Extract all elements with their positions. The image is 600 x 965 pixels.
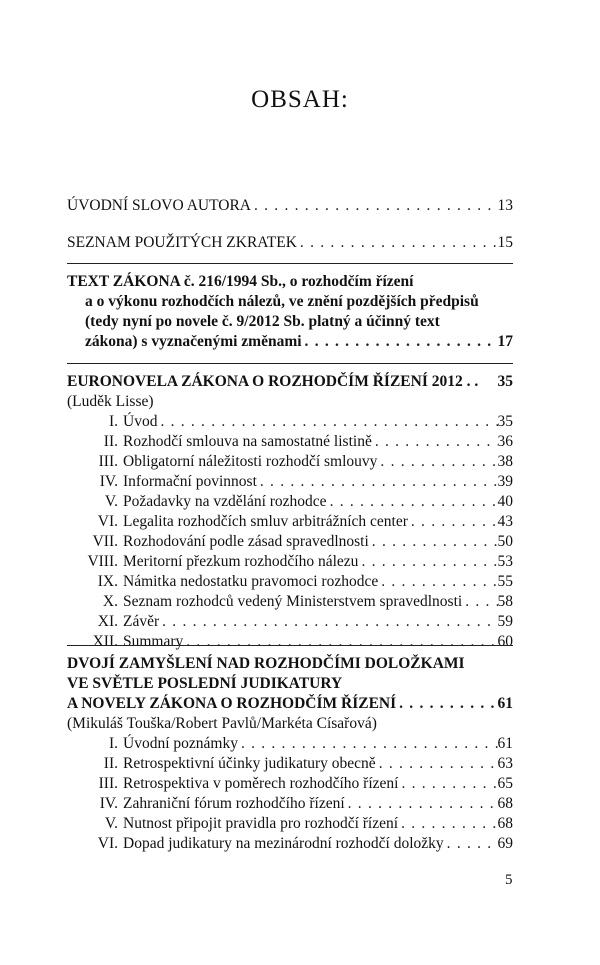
- entry-page: 61: [497, 695, 513, 712]
- subentry-number: IV.: [99, 473, 118, 490]
- toc-subentry[interactable]: [67, 452, 513, 472]
- page-title: OBSAH:: [251, 86, 349, 113]
- subentry-number: I.: [108, 413, 118, 430]
- toc-subentry[interactable]: [67, 512, 513, 532]
- toc-subentry[interactable]: [67, 492, 513, 512]
- subentry-label: Legalita rozhodčích smluv arbitrážních center: [123, 513, 408, 530]
- leader-dots: [396, 694, 497, 714]
- subentry-page: 58: [497, 593, 513, 610]
- section-divider: [67, 363, 513, 364]
- subentry-label: Informační povinnost: [123, 473, 257, 490]
- entry-label: A NOVELY ZÁKONA O ROZHODČÍM ŘÍZENÍ: [67, 695, 397, 712]
- subentry-label: Úvodní poznámky: [123, 735, 238, 752]
- subentry-number: XI.: [97, 613, 118, 630]
- subentry-number: V.: [104, 493, 118, 510]
- leader-dots: [369, 532, 498, 552]
- subentry-label: Závěr: [123, 613, 160, 630]
- toc-subentry[interactable]: [67, 532, 513, 552]
- subentry-number: V.: [104, 815, 118, 832]
- leader-dots: [377, 452, 497, 472]
- leader-dots: [238, 734, 498, 754]
- toc-subentry[interactable]: [67, 794, 513, 814]
- subentry-number: VI.: [97, 835, 118, 852]
- entry-page: 15: [497, 234, 513, 251]
- toc-entry-text-zakona[interactable]: [85, 332, 513, 352]
- toc-entry-seznam[interactable]: [67, 233, 513, 253]
- leader-dots: [159, 612, 497, 632]
- leader-dots: [327, 492, 498, 512]
- leader-dots: [376, 754, 498, 774]
- subentry-page: 59: [497, 613, 513, 630]
- subentry-number: III.: [98, 775, 118, 792]
- entry-text-zakona-line1: TEXT ZÁKONA č. 216/1994 Sb., o rozhodčím řízení: [67, 273, 414, 290]
- subentry-number: II.: [103, 755, 118, 772]
- leader-dots: [408, 512, 498, 532]
- entry-dvoji-line2: VE SVĚTLE POSLEDNÍ JUDIKATURY: [67, 675, 343, 692]
- subentry-label: Úvod: [123, 413, 158, 430]
- leader-dots: [444, 834, 498, 854]
- subentry-page: 68: [497, 815, 513, 832]
- toc-subentry[interactable]: [67, 814, 513, 834]
- page-number: 5: [505, 872, 513, 888]
- leader-dots: [462, 592, 497, 612]
- subentry-number: VII.: [92, 533, 118, 550]
- toc-subentry[interactable]: [67, 632, 513, 652]
- toc-subentry[interactable]: [67, 734, 513, 754]
- subentry-page: 38: [497, 453, 513, 470]
- subentry-label: Obligatorní náležitosti rozhodčí smlouvy: [123, 453, 378, 470]
- subentry-label: Retrospektivní účinky judikatury obecně: [123, 755, 376, 772]
- toc-subentry[interactable]: [67, 432, 513, 452]
- subentry-number: IV.: [99, 795, 118, 812]
- subentry-label: Seznam rozhodců vedený Ministerstvem spravedlnosti: [123, 593, 463, 610]
- subentry-label: Retrospektiva v poměrech rozhodčího řízení: [123, 775, 399, 792]
- leader-dots: [183, 632, 497, 652]
- leader-dots: [251, 196, 498, 216]
- entry-label: zákona) s vyznačenými změnami: [85, 333, 302, 350]
- subentry-number: IX.: [97, 573, 118, 590]
- toc-subentry[interactable]: [67, 572, 513, 592]
- subentry-page: 63: [497, 755, 513, 772]
- section-author: (Mikuláš Touška/Robert Pavlů/Markéta Císařová): [67, 715, 377, 732]
- entry-page: 17: [497, 333, 513, 350]
- subentry-page: 39: [497, 473, 513, 490]
- leader-dots: [297, 233, 498, 253]
- entry-text-zakona-line2: a o výkonu rozhodčích nálezů, ve znění pozdějších předpisů: [85, 293, 479, 310]
- subentry-page: 61: [497, 735, 513, 752]
- subentry-label: Dopad judikatury na mezinárodní rozhodčí doložky: [123, 835, 444, 852]
- entry-label: ÚVODNÍ SLOVO AUTORA: [67, 197, 251, 214]
- toc-entry-dvoji[interactable]: [67, 694, 513, 714]
- toc-subentry[interactable]: [67, 774, 513, 794]
- subentry-label: Zahraniční fórum rozhodčího řízení: [123, 795, 345, 812]
- subentry-label: Rozhodování podle zásad spravedlnosti: [123, 533, 369, 550]
- leader-dots: [378, 572, 497, 592]
- section-divider: [67, 263, 513, 264]
- subentry-number: X.: [102, 593, 118, 610]
- subentry-number: VI.: [97, 513, 118, 530]
- subentry-number: I.: [108, 735, 118, 752]
- toc-subentry[interactable]: [67, 552, 513, 572]
- subentry-number: II.: [103, 433, 118, 450]
- leader-dots: [398, 774, 497, 794]
- toc-subentry[interactable]: [67, 834, 513, 854]
- leader-dots: [257, 472, 498, 492]
- subentry-page: 65: [497, 775, 513, 792]
- subentry-page: 55: [497, 573, 513, 590]
- toc-subentry[interactable]: [67, 412, 513, 432]
- entry-dvoji-line1: DVOJÍ ZAMYŠLENÍ NAD ROZHODČÍMI DOLOŽKAMI: [67, 655, 465, 672]
- toc-subentry[interactable]: [67, 472, 513, 492]
- entry-page: 35: [497, 373, 513, 390]
- subentry-page: 53: [497, 553, 513, 570]
- subentry-label: Meritorní přezkum rozhodčího nálezu: [123, 553, 359, 570]
- subentry-label: Požadavky na vzdělání rozhodce: [123, 493, 327, 510]
- leader-dots: [358, 552, 497, 572]
- entry-page: 13: [497, 197, 513, 214]
- subentry-page: 35: [497, 413, 513, 430]
- subentry-number: XII.: [92, 633, 118, 650]
- leader-dots: [372, 432, 498, 452]
- subentry-label: Summary: [123, 633, 184, 650]
- toc-entry-uvodni[interactable]: [67, 196, 513, 216]
- leader-dots: [345, 794, 498, 814]
- toc-subentry[interactable]: [67, 612, 513, 632]
- toc-subentry[interactable]: [67, 754, 513, 774]
- entry-text-zakona-line3: (tedy nyní po novele č. 9/2012 Sb. platný a účinný text: [85, 313, 440, 330]
- toc-entry-euronovela[interactable]: [67, 372, 513, 392]
- toc-subentry[interactable]: [67, 592, 513, 612]
- entry-label: EURONOVELA ZÁKONA O ROZHODČÍM ŘÍZENÍ 2012 . .: [67, 373, 479, 390]
- subentry-number: VIII.: [87, 553, 118, 570]
- subentry-page: 36: [497, 433, 513, 450]
- leader-dots: [398, 814, 497, 834]
- subentry-page: 68: [497, 795, 513, 812]
- subentry-page: 40: [497, 493, 513, 510]
- section-divider: [67, 645, 513, 646]
- leader-dots: [157, 412, 497, 432]
- entry-label: SEZNAM POUŽITÝCH ZKRATEK: [67, 234, 297, 251]
- subentry-number: III.: [98, 453, 118, 470]
- subentry-page: 69: [497, 835, 513, 852]
- subentry-page: 43: [497, 513, 513, 530]
- subentry-page: 50: [497, 533, 513, 550]
- subentry-page: 60: [497, 633, 513, 650]
- leader-dots: [302, 332, 498, 352]
- subentry-label: Nutnost připojit pravidla pro rozhodčí řízení: [123, 815, 399, 832]
- section-author: (Luděk Lisse): [67, 393, 154, 410]
- subentry-label: Námitka nedostatku pravomoci rozhodce: [123, 573, 379, 590]
- subentry-label: Rozhodčí smlouva na samostatné listině: [123, 433, 372, 450]
